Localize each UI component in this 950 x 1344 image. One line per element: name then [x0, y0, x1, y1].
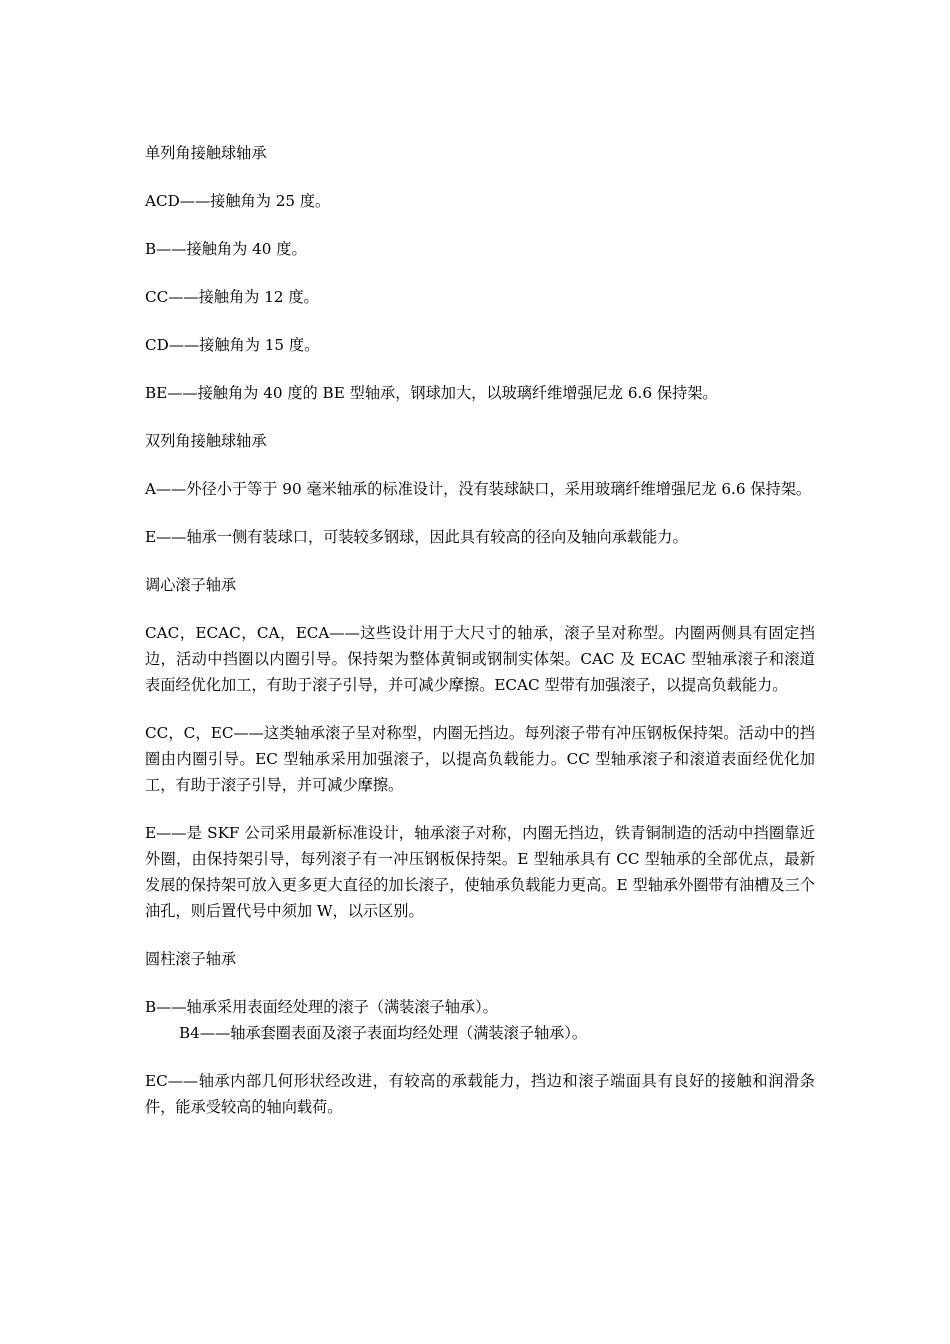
section-heading-single-row-angular: 单列角接触球轴承 [145, 144, 267, 162]
paragraph-acd: ACD——接触角为 25 度。 [145, 192, 331, 210]
paragraph-cac-ecac: CAC，ECAC，CA，ECA——这些设计用于大尺寸的轴承，滚子呈对称型。内圈两侧具有固定挡边，活动中挡圈以内圈引导。保持架为整体黄铜或钢制实体架。CAC 及 ECAC 型轴承滚子和滚道表面经优化加工，有助于滚子引导，并可减少摩擦。ECAC 型带有加强滚子，以提高负载能力。 [145, 624, 815, 694]
section-heading-double-row-angular: 双列角接触球轴承 [145, 432, 267, 450]
paragraph-e-double-row: E——轴承一侧有装球口，可装较多钢球，因此具有较高的径向及轴向承载能力。 [145, 528, 688, 546]
document-body [145, 140, 815, 1142]
paragraph-b-cylindrical: B——轴承采用表面经处理的滚子（满装滚子轴承）。 [145, 998, 498, 1016]
paragraph-ec-cylindrical: EC——轴承内部几何形状经改进，有较高的承载能力，挡边和滚子端面具有良好的接触和润滑条件，能承受较高的轴向载荷。 [145, 1072, 815, 1116]
paragraph-e-skf: E——是 SKF 公司采用最新标准设计，轴承滚子对称，内圈无挡边，铁青铜制造的活动中挡圈靠近外圈，由保持架引导，每列滚子有一冲压钢板保持架。E 型轴承具有 CC 型轴承的全部优点，最新发展的保持架可放入更多更大直径的加长滚子，使轴承负载能力更高。E 型轴承外圈带有油槽及三个油孔，则后置代号中须加 W，以示区别。 [145, 824, 815, 920]
paragraph-cc-c-ec: CC，C，EC——这类轴承滚子呈对称型，内圈无挡边。每列滚子带有冲压钢板保持架。活动中的挡圈由内圈引导。EC 型轴承采用加强滚子，以提高负载能力。CC 型轴承滚子和滚道表面经优化加工，有助于滚子引导，并可减少摩擦。 [145, 724, 815, 794]
paragraph-be: BE——接触角为 40 度的 BE 型轴承，钢球加大，以玻璃纤维增强尼龙 6.6 保持架。 [145, 384, 718, 402]
paragraph-cc: CC——接触角为 12 度。 [145, 288, 319, 306]
paragraph-a: A——外径小于等于 90 毫米轴承的标准设计，没有装球缺口，采用玻璃纤维增强尼龙 6.6 保持架。 [145, 480, 812, 498]
section-heading-spherical-roller: 调心滚子轴承 [145, 576, 237, 594]
paragraph-cd: CD——接触角为 15 度。 [145, 336, 320, 354]
paragraph-b: B——接触角为 40 度。 [145, 240, 307, 258]
paragraph-b4: B4——轴承套圈表面及滚子表面均经处理（满装滚子轴承）。 [179, 1024, 588, 1042]
section-heading-cylindrical-roller: 圆柱滚子轴承 [145, 950, 237, 968]
